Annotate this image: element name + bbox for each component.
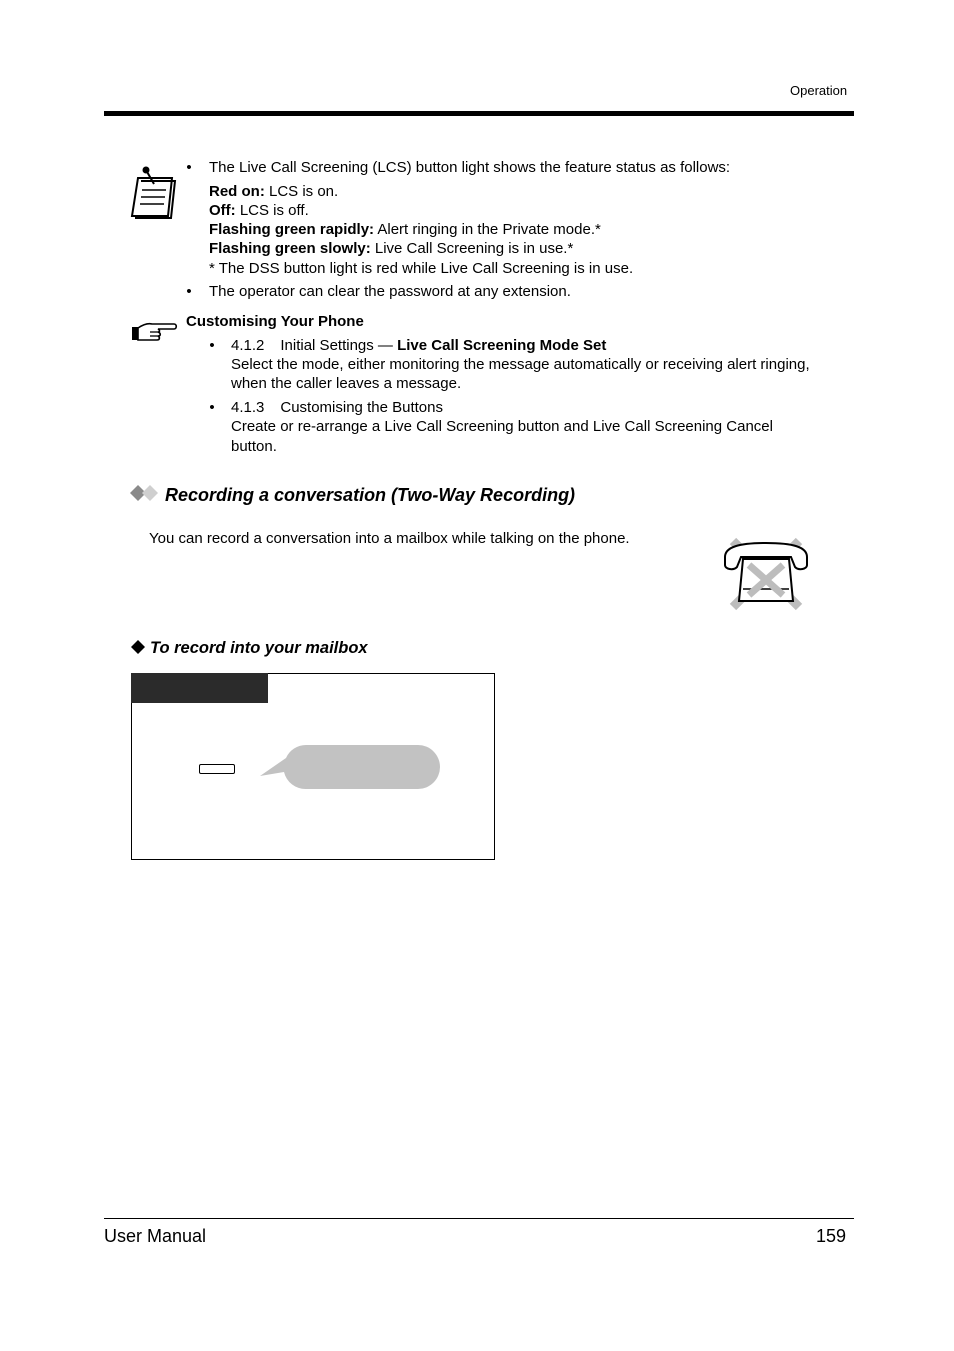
reference-item-1-line: when the caller leaves a message. — [231, 375, 462, 392]
status-flashing-rapid — [209, 220, 601, 239]
status-label: Off: — [209, 202, 236, 219]
reference-title: Customising Your Phone — [186, 313, 364, 330]
reference-item-1 — [231, 336, 606, 355]
status-red-on — [209, 182, 338, 201]
status-text: LCS is on. — [264, 183, 339, 200]
note-bullet-2: The operator can clear the password at any extension. — [209, 283, 571, 300]
procedure-title: To record into your mailbox — [150, 639, 368, 657]
note-bullet-1: The Live Call Screening (LCS) button light shows the feature status as follows: — [209, 159, 731, 176]
reference-bold: Live Call Screening Mode Set — [397, 337, 607, 354]
bullet-dot: • — [186, 159, 192, 176]
bullet-dot: • — [209, 399, 215, 416]
status-label: Red on: — [209, 183, 265, 200]
bullet-dot: • — [209, 337, 215, 354]
reference-number: 4.1.2 — [231, 337, 265, 354]
header-section-label: Operation — [790, 83, 848, 98]
double-diamond-icon — [129, 484, 161, 507]
status-flashing-slow — [209, 239, 573, 258]
button-key-icon — [199, 764, 235, 774]
procedure-header-bar — [131, 673, 268, 703]
section-title: Recording a conversation (Two-Way Recording) — [165, 485, 576, 505]
reference-item-2-line: button. — [231, 438, 277, 455]
section-intro: You can record a conversation into a mailbox while talking on the phone. — [149, 530, 630, 547]
reference-item-2-line: Create or re-arrange a Live Call Screening button and Live Call Screening Cancel — [231, 418, 773, 435]
status-label: Flashing green rapidly: — [209, 221, 375, 238]
header-rule — [104, 111, 854, 116]
diamond-icon — [131, 640, 145, 659]
reference-item-1-line: Select the mode, either monitoring the message automatically or receiving alert ringing, — [231, 356, 810, 373]
footer-rule — [104, 1218, 854, 1219]
reference-prefix: Initial Settings — — [280, 337, 398, 354]
status-text: LCS is off. — [235, 202, 309, 219]
page-number: 159 — [816, 1226, 847, 1246]
status-text: Live Call Screening is in use.* — [370, 240, 574, 257]
reference-item-2 — [231, 398, 443, 417]
notepad-icon — [128, 164, 178, 227]
status-text: Alert ringing in the Private mode.* — [374, 221, 601, 238]
note-footnote: * The DSS button light is red while Live Call Screening is in use. — [209, 260, 634, 277]
status-off — [209, 201, 309, 220]
telephone-crossed-icon — [719, 535, 813, 616]
footer-title: User Manual — [104, 1226, 207, 1246]
bullet-dot: • — [186, 283, 192, 300]
pointing-hand-icon — [130, 320, 178, 349]
reference-number: 4.1.3 — [231, 399, 265, 416]
speech-bubble — [258, 744, 442, 797]
reference-prefix: Customising the Buttons — [280, 399, 443, 416]
status-label: Flashing green slowly: — [209, 240, 371, 257]
